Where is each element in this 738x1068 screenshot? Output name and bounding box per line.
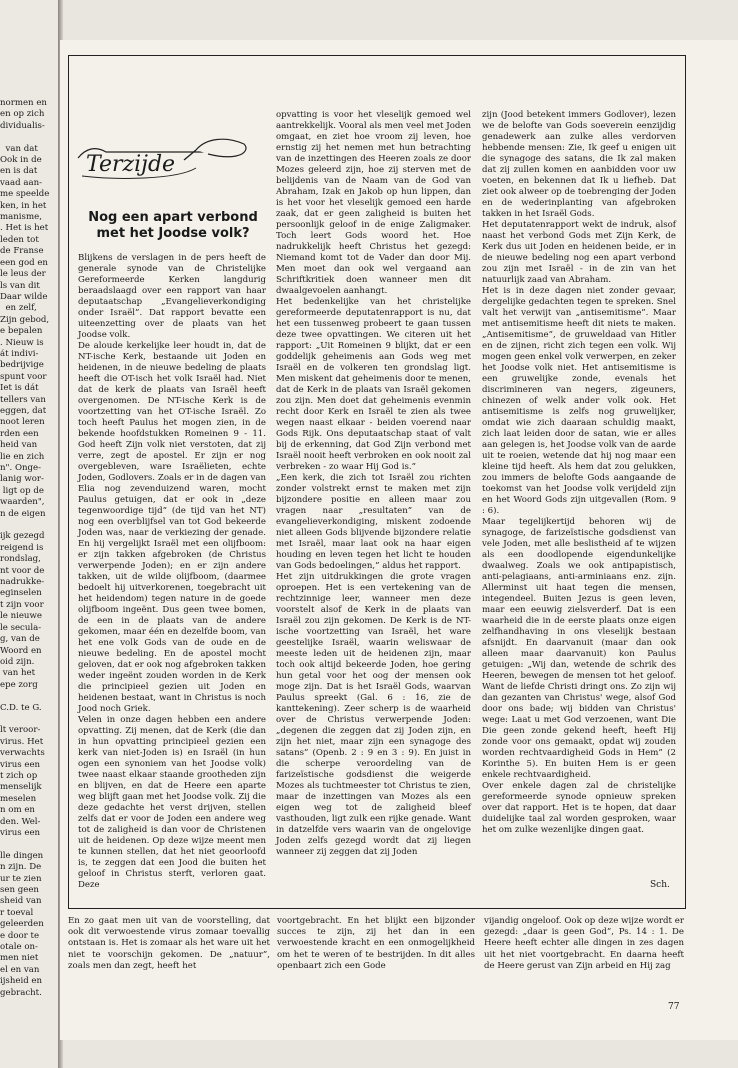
article-column-3: [482, 110, 676, 836]
paragraph: Het bedenkelijke van het christelijke gereformeerde deputatenrapport is nu, dat het een tussenweg probeert te gaan tussen deze twee opvattingen. We citeren uit het rapport: „Uit Romeinen 9 blijkt, dat er een goddelijk geheimenis aan Gods weg met Israël en de volkeren ten grondslag ligt. Men miskent dat geheimenis door te menen, dat de Kerk in de plaats van Israël gekomen zou zijn. Men doet dat geheimenis evenmin recht door Kerk en Israël te zien als twee wegen naast elkaar - beiden voerend naar Gods Rijk. Ons deputaatschap staat of valt bij de erkenning, dat God Zijn verbond met Israël nooit heeft verbroken en ook nooit zal verbreken - zo waar Hij God is.”: [276, 297, 471, 472]
paragraph: Het zijn uitdrukkingen die grote vragen oproepen. Het is een vertekening van de rechtzinnige leer, wanneer men deze voorstelt alsof de Kerk in de plaats van Israël zou zijn gekomen. De Kerk is de NT-ische voortzetting van Israël, het ware geestelijke Israël, waarin weliswaar de meeste leden uit de heidenen zijn, maar toch ook altijd bekeerde Joden, hoe gering hun getal voor het oog der mensen ook moge zijn. Dat is het Israël Gods, waarvan Paulus spreekt (Gal. 6 : 16, zie de kanttekening). Zeer scherp is de waarheid over de Christus verwerpende Joden: „degenen die zeggen dat zij Joden zijn, en zijn het niet, maar zijn een synagoge des satans” (Openb. 2 : 9 en 3 : 9). En juist in die scherpe veroordeling van de farizeïstische godsdienst die weigerde Mozes als tuchtmeester tot Christus te zien, maar de inzettingen van Mozes als een eigen weg tot de zaligheid bleef vasthouden, ligt zulk een rijke genade. Want in datzelfde vers waarin van de ongelovige Joden zelfs gezegd wordt dat zij liegen wanneer zij zeggen dat zij Joden: [276, 572, 471, 857]
left-page-margin: [0, 0, 58, 1068]
terzijde-logo: [76, 118, 256, 188]
signature: Sch.: [650, 880, 670, 890]
article-column-2: [276, 110, 471, 858]
paragraph: Over enkele dagen zal de christelijke gereformeerde synode opnieuw spreken over dat rapport. Het is te hopen, dat daar duidelijke taal zal worden gesproken, waar het om zulke wezenlijke dingen gaat.: [482, 781, 676, 835]
paragraph: Blijkens de verslagen in de pers heeft de generale synode van de Christelijke Gereformeerde Kerken langdurig beraadslaagd over een rapport van haar deputaatschap „Evangelieverkondiging onder Israël”. Dat rapport bevatte een uiteenzetting over de plaats van het Joodse volk.: [78, 253, 266, 340]
article-column-1: [78, 253, 266, 891]
bottom-column-3: vijandig ongeloof. Ook op deze wijze wordt er gezegd: „daar is geen God”, Ps. 14 : 1. De Heere heeft echter alle dingen in zes dagen uit het niet voortgebracht. En daarna heeft de Heere gerust van Zijn arbeid en Hij zag: [484, 916, 684, 971]
bottom-column-2: voortgebracht. En het blijkt een bijzonder succes te zijn, zij het dan in een verwoestende kracht en een onmogelijkheid om het te weren of te bestrijden. In dit alles openbaart zich een Gode: [277, 916, 475, 971]
paragraph: Het deputatenrapport wekt de indruk, alsof naast het verbond Gods met Zijn Kerk, de Kerk dus uit Joden en heidenen beide, er in de nieuwe bedeling nog een apart verbond zou zijn met Israël - in de zin van het natuurlijk zaad van Abraham.: [482, 220, 676, 285]
paragraph: „Een kerk, die zich tot Israël zou richten zonder volstrekt ernst te maken met zijn bijzondere positie en alleen maar zou vragen naar „resultaten” van de evangelieverkondiging, miskent zodoende niet alleen Gods blijvende bijzondere relatie met Israël, maar laat ook na haar eigen houding en leven tegen het licht te houden van Gods bedoelingen,” aldus het rapport.: [276, 473, 471, 571]
previous-page-column-fragment: normen en en op zich dividualis- van dat Ook in de en is dat vaad aan- me speelde ken, in het manisme, . Het is het leden tot de Franse een god en le leus der ls van dit Daar wilde en zelf, Zijn gebod, e bepalen . Nieuw is át indivi- bedrijvige spunt voor Iet is dát tellers van eggen, dat noot leren rden een heid van lie en zich n". Onge- lanig wor- ligt op de waarden", n de eigen ijk gezegd reigend is rondslag, nt voor de nadrukke- eginselen t zijn voor le nieuwe le secula- g, van de Woord en oid zijn. van het epe zorg C.D. te G. lt veroor- virus. Het verwachts virus een t zich op menselijk meselen n om en den. Wel- virus een lle dingen n zijn. De ur te zien sen geen sheid van r toeval geleerden e door te otale on- men niet el en van ijsheid en gebracht.: [0, 98, 50, 998]
paragraph: Velen in onze dagen hebben een andere opvatting. Zij menen, dat de Kerk (die dan in hun opvatting principieel gezien een kerk van niet-Joden is) en Israël (in hun ogen een synoniem van het Joodse volk) twee naast elkaar staande grootheden zijn en blijven, en dat de Heere een aparte weg blijft gaan met het Joodse volk. Zij die deze gedachte het verst drijven, stellen zelfs dat er voor de Joden een andere weg tot de zaligheid is dan voor de Christenen uit de heidenen. Op deze wijze meent men te kunnen stellen, dat het niet geoorloofd is, te zeggen dat een Jood die buiten het geloof in Christus sterft, verloren gaat. Deze: [78, 715, 266, 890]
paragraph: De aloude kerkelijke leer houdt in, dat de NT-ische Kerk, bestaande uit Joden en heidenen, in de nieuwe bedeling de plaats heeft die OT-isch het volk Israël had. Niet dat de kerk de plaats van Israël heeft overgenomen. De NT-ische Kerk is de voortzetting van het OT-ische Israël. Zo toch heeft Paulus het mogen zien, in de bekende hoofdstukken Romeinen 9 - 11. God heeft Zijn volk niet verstoten, dat zij verre, zegt de apostel. Er zijn er nog overgebleven, ware Israëlieten, echte Joden, Godlovers. Zoals er in de dagen van Elia nog zevenduizend waren, mocht Paulus getuigen, dat er ook in „deze tegenwoordige tijd” (de tijd van het NT) nog een overblijfsel van tot God bekeerde Joden was, naar de verkiezing der genade. En hij vergelijkt Israël met een olijfboom: er zijn takken afgebroken (de Christus verwerpende Joden); en er zijn andere takken, uit de wilde olijfboom, (daarmee bedoelt hij uitverkorenen, toegebracht uit het heidendom) tegen nature in de goede olijfboom ingeënt. Dus geen twee bomen, de een in de plaats van de andere gekomen, maar één en dezelfde boom, van het ene volk Gods van de oude en de nieuwe bedeling. En de apostel mocht geloven, dat er ook nog afgebroken takken weder ingeënt zouden worden in de Kerk die principieel gezien uit Joden en heidenen bestaat, want in Christus is noch Jood noch Griek.: [78, 341, 266, 714]
paragraph: opvatting is voor het vleselijk gemoed wel aantrekkelijk. Vooral als men veel met Joden omgaat, en ziet hoe vroom zij leven, hoe ernstig zij het nemen met hun betrachting van de inzettingen des Heeren zoals ze door Mozes geleerd zijn, hoe zij sterven met de belijdenis van de Naam van de God van Abraham, Izak en Jakob op hun lippen, dan is het voor het vleselijk gemoed een harde zaak, dat er geen zaligheid is buiten het persoonlijk geloof in de enige Zaligmaker. Toch leert Gods woord het. Hoe nadrukkelijk heeft Christus het gezegd: Niemand komt tot de Vader dan door Mij. Men moet dan ook wel vergaand aan Schriftkritiek doen wanneer men dit dwaalgevoelen aanhangt.: [276, 110, 471, 296]
paragraph: Het is in deze dagen niet zonder gevaar, dergelijke gedachten tegen te spreken. Snel valt het verwijt van „antisemitisme”. Maar met antisemitisme heeft dit niets te maken. „Antisemitisme”, de gruweldaad van Hitler en de zijnen, richt zich tegen een volk. Wij mogen geen enkel volk verwerpen, en zeker het Joodse volk niet. Het antisemitisme is een gruwelijke zonde, evenals het discrimineren van negers, zigeuners, chinezen of welk ander volk ook. Het antisemitisme is zelfs nog gruwelijker, omdat wie zich daaraan schuldig maakt, zich laat leiden door de satan, wie er alles aan gelegen is, het Joodse volk van de aarde uit te roeien, wetende dat hij nog maar een kleine tijd heeft. Als hem dat zou gelukken, zou immers de belofte Gods aangaande de toekomst van het Joodse volk verijdeld zijn en het Woord Gods zijn uitgevallen (Rom. 9 : 6).: [482, 286, 676, 516]
paragraph: zijn (Jood betekent immers Godlover), lezen we de belofte van Gods soeverein eenzijdig genadewerk aan zulke alles verdorven hebbende mensen: Zie, Ik geef u enigen uit die synagoge des satans, die Ik zal maken dat zij zullen komen en aanbidden voor uw voeten, en bekennen dat Ik u liefheb. Dat ziet ook alweer op de toebrenging der Joden en de wederinplanting van afgebroken takken in het Israël Gods.: [482, 110, 676, 219]
bottom-column-1: En zo gaat men uit van de voorstelling, dat ook dit verwoestende virus zomaar toevallig ontstaan is. Het is zomaar als het ware uit het niet te voorschijn gekomen. De „natuur”, zoals men dan zegt, heeft het: [68, 916, 270, 971]
page-number: 77: [668, 1002, 680, 1012]
article-title: Nog een apart verbond met het Joodse volk?: [88, 210, 258, 241]
paragraph: Maar tegelijkertijd behoren wij de synagoge, de farizeïstische godsdienst van vele Joden, met alle beslistheid af te wijzen als een doodlopende eigendunkelijke dwaalweg. Zoals we ook antipapistisch, anti-pelagiaans, anti-arminiaans enz. zijn. Allerminst uit haat tegen die mensen, integendeel. Buiten Jezus is geen leven, maar een eeuwig zielsverderf. Dat is een waarheid die in de eerste plaats onze eigen zelfhandhaving in ons vleselijk bestaan afsnijdt. En daarvanuit (maar dan ook alleen maar daarvanuit) kon Paulus getuigen: „Wij dan, wetende de schrik des Heeren, bewegen de mensen tot het geloof. Want de liefde Christi dringt ons. Zo zijn wij dan gezanten van Christus' wege, alsof God door ons bade; wij bidden van Christus' wege: Laat u met God verzoenen, want Die Die geen zonde gekend heeft, heeft Hij zonde voor ons gemaakt, opdat wij zouden worden rechtvaardigheid Gods in Hem” (2 Korinthe 5). En buiten Hem is er geen enkele rechtvaardigheid.: [482, 517, 676, 780]
logo-text: Terzijde: [86, 152, 176, 177]
